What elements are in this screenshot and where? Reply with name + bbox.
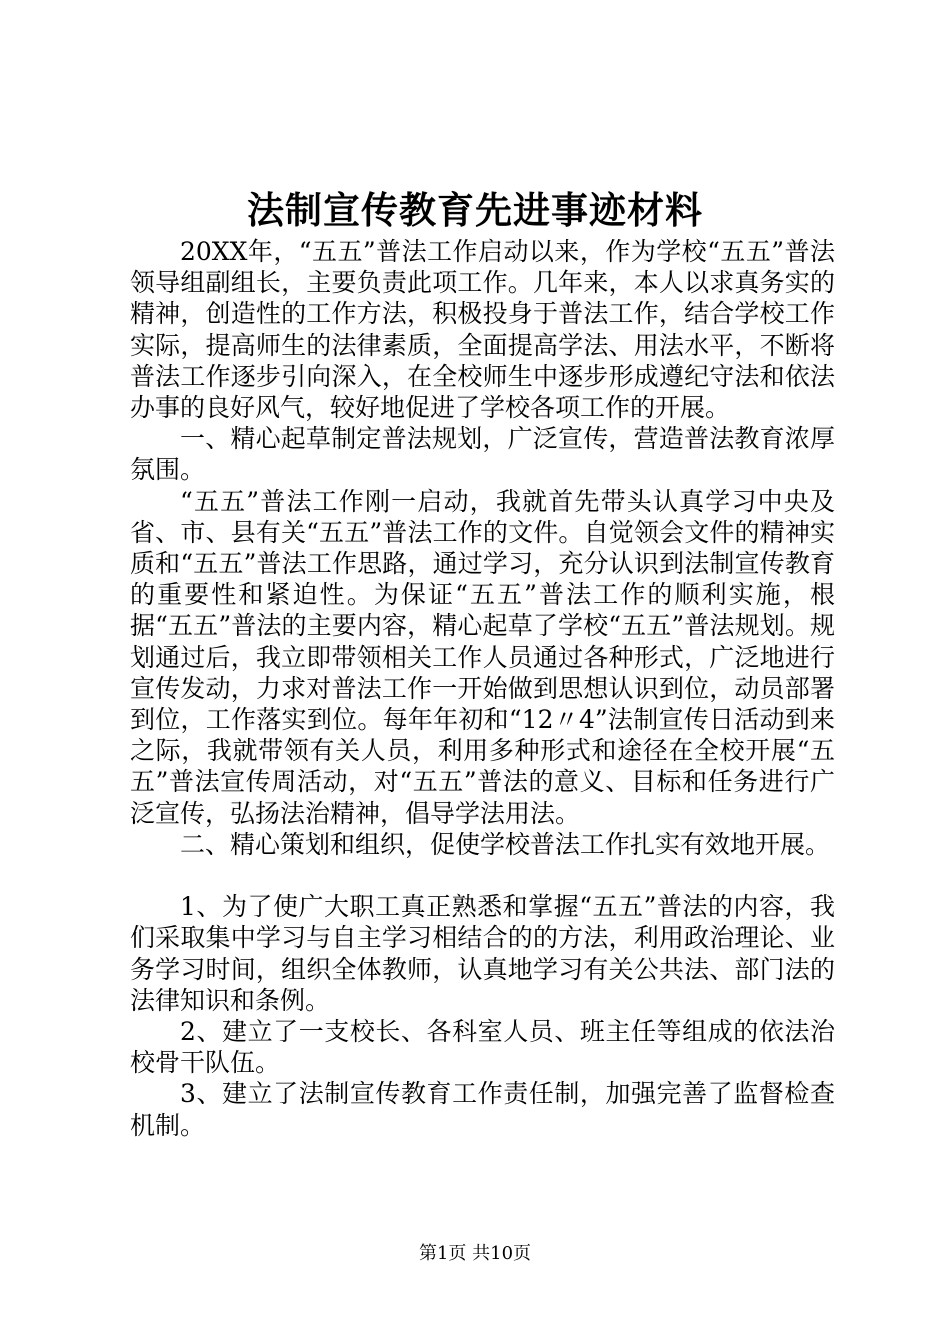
page-number-footer: 第1页 共10页 — [418, 1243, 532, 1264]
paragraph-intro: 20XX年，“五五”普法工作启动以来，作为学校“五五”普法领导组副组长，主要负责此项工作。几年来，本人以求真务实的精神，创造性的工作方法，积极投身于普法工作，结合学校工作实际，提高师生的法律素质，全面提高学法、用法水平，不断将普法工作逐步引向深入，在全校师生中逐步形成遵纪守法和依法办事的良好风气，较好地促进了学校各项工作的开展。 — [130, 237, 835, 423]
list-item-1: 1、为了使广大职工真正熟悉和掌握“五五”普法的内容，我们采取集中学习与自主学习相结合的的方法，利用政治理论、业务学习时间，组织全体教师，认真地学习有关公共法、部门法的法律知识和条例。 — [130, 892, 835, 1015]
list-item-3: 3、建立了法制宣传教育工作责任制，加强完善了监督检查机制。 — [130, 1079, 835, 1140]
list-item-2: 2、建立了一支校长、各科室人员、班主任等组成的依法治校骨干队伍。 — [130, 1017, 835, 1078]
section-heading-1: 一、精心起草制定普法规划，广泛宣传，营造普法教育浓厚氛围。 — [130, 424, 835, 485]
paragraph-section-1: “五五”普法工作刚一启动，我就首先带头认真学习中央及省、市、县有关“五五”普法工作的文件。自觉领会文件的精神实质和“五五”普法工作思路，通过学习，充分认识到法制宣传教育的重要性和紧迫性。为保证“五五”普法工作的顺利实施，根据“五五”普法的主要内容，精心起草了学校“五五”普法规划。规划通过后，我立即带领相关工作人员通过各种形式，广泛地进行宣传发动，力求对普法工作一开始做到思想认识到位，动员部署到位，工作落实到位。每年年初和“12〃4”法制宣传日活动到来之际，我就带领有关人员，利用多种形式和途径在全校开展“五五”普法宣传周活动，对“五五”普法的意义、目标和任务进行广泛宣传，弘扬法治精神，倡导学法用法。 — [130, 486, 835, 828]
section-heading-2: 二、精心策划和组织，促使学校普法工作扎实有效地开展。 — [180, 829, 831, 859]
document-body — [130, 236, 835, 1141]
paragraph-spacer — [130, 860, 835, 891]
document-title: 法制宣传教育先进事迹材料 — [247, 188, 703, 232]
